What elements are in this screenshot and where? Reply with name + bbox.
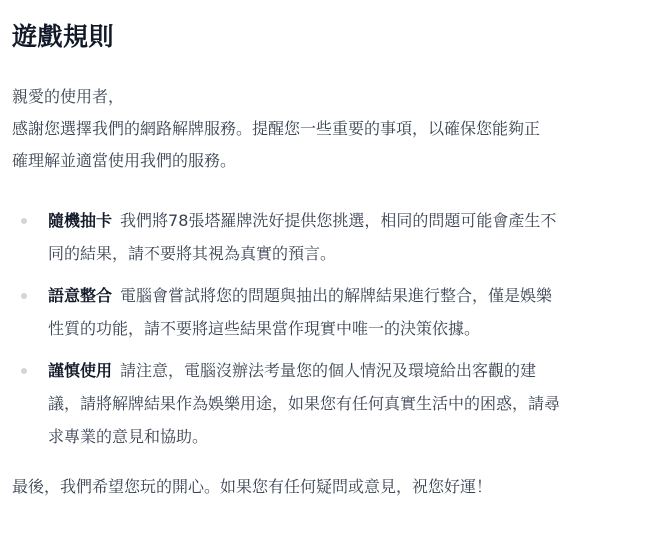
bullet-dot-icon <box>21 293 27 299</box>
rule-title: 隨機抽卡 <box>48 211 113 230</box>
closing-paragraph: 最後，我們希望您玩的開心。如果您有任何疑問或意見，祝您好運！ <box>12 477 493 496</box>
rule-line <box>48 279 653 312</box>
rule-line: 求專業的意見和協助。 <box>48 427 209 446</box>
rule-title: 語意整合 <box>48 286 113 305</box>
intro-line: 感謝您選擇我們的網路解牌服務。提醒您一些重要的事項，以確保您能夠正 <box>12 119 541 138</box>
rule-item-careful-use <box>12 354 653 453</box>
rule-line: 同的結果，請不要將其視為真實的預言。 <box>48 244 337 263</box>
rule-text: 我們將78張塔羅牌洗好提供您挑選，相同的問題可能會產生不 <box>120 211 557 230</box>
page-title: 遊戲規則 <box>12 22 115 51</box>
rule-text: 電腦會嘗試將您的問題與抽出的解牌結果進行整合，僅是娛樂 <box>120 286 553 305</box>
rule-line <box>48 204 653 237</box>
rule-text: 請注意，電腦沒辦法考量您的個人情況及環境給出客觀的建 <box>120 361 537 380</box>
bullet-dot-icon <box>21 368 27 374</box>
intro-line: 確理解並適當使用我們的服務。 <box>12 151 237 170</box>
rule-line: 性質的功能，請不要將這些結果當作現實中唯一的決策依據。 <box>48 319 481 338</box>
rule-item-random-draw <box>12 204 653 270</box>
rule-line <box>48 354 653 387</box>
intro-paragraph <box>12 81 653 177</box>
rules-list <box>12 204 653 453</box>
rule-item-semantic-integration <box>12 279 653 345</box>
rule-line: 議，請將解牌結果作為娛樂用途，如果您有任何真實生活中的困惑，請尋 <box>48 394 561 413</box>
rule-title: 謹慎使用 <box>48 361 113 380</box>
bullet-dot-icon <box>21 218 27 224</box>
intro-line: 親愛的使用者， <box>12 87 125 106</box>
